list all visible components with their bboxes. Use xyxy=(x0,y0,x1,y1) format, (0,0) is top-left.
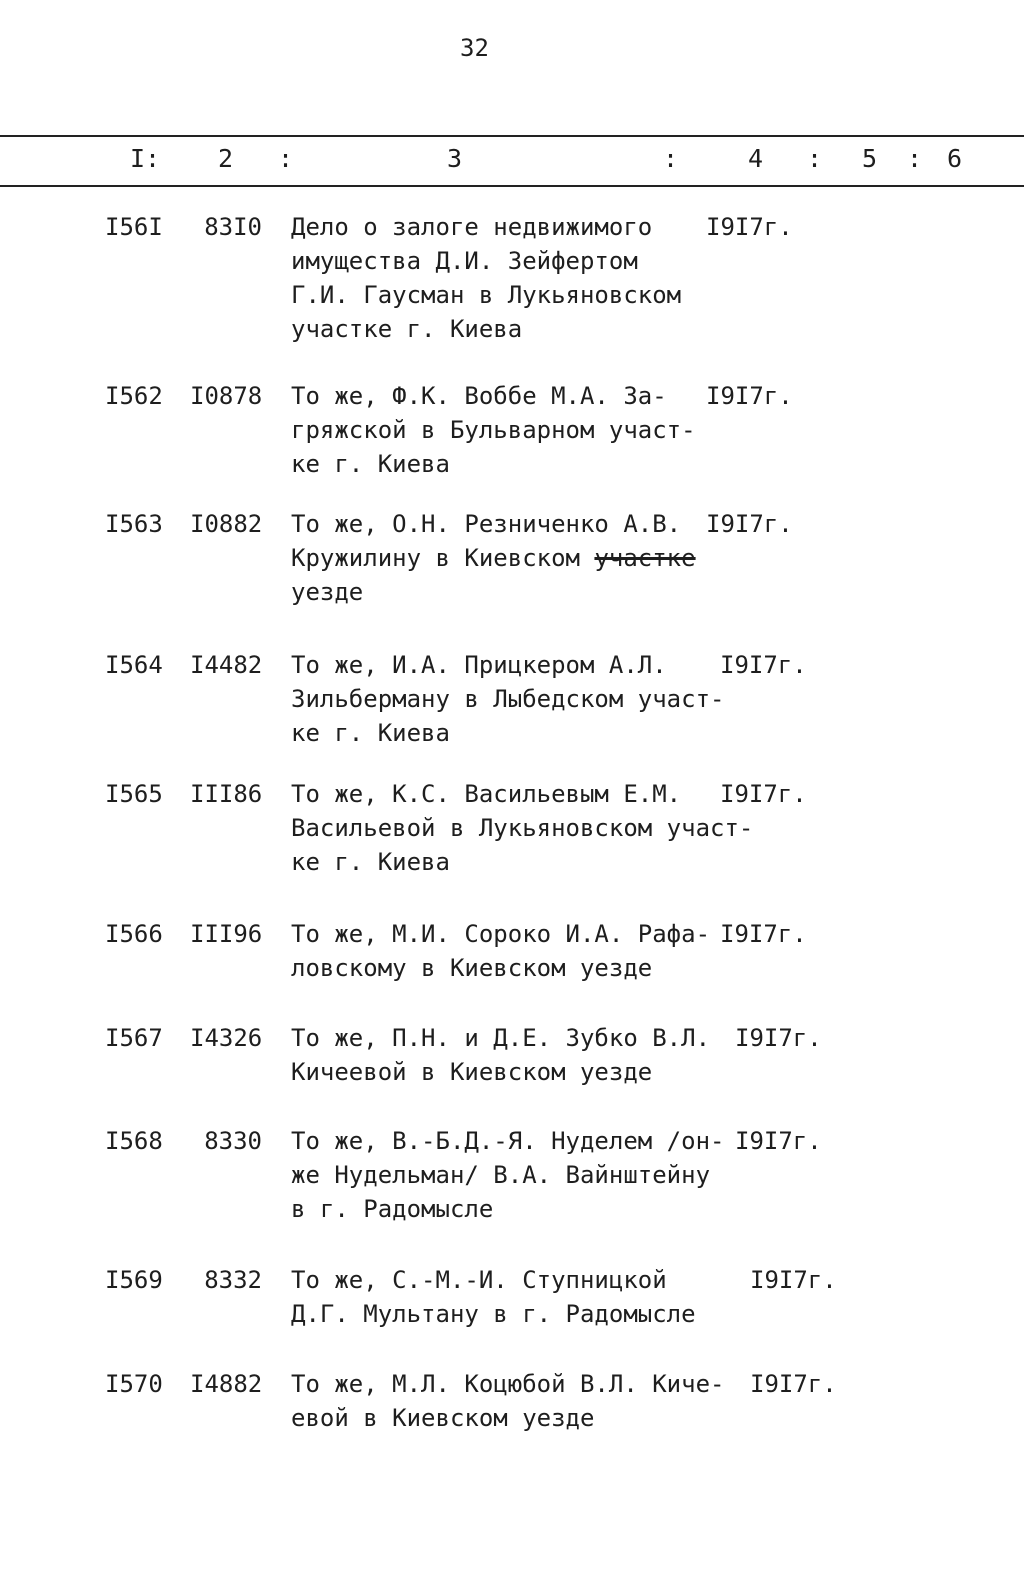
row-year: I9I7г. xyxy=(735,1024,822,1052)
description-line: имущества Д.И. Зейфертом xyxy=(291,247,638,275)
header-sep-4: : xyxy=(907,144,923,173)
header-sep-1: : xyxy=(278,144,294,173)
header-col-2: 2 xyxy=(218,144,234,173)
row-file-code: I4326 xyxy=(190,1024,263,1052)
description-line: То же, М.И. Сороко И.А. Рафа- xyxy=(291,920,711,948)
description-line: То же, Ф.К. Воббе М.А. За- xyxy=(291,382,667,410)
row-description xyxy=(291,917,711,985)
row-file-code: 8332 xyxy=(204,1266,262,1294)
row-number: I562 xyxy=(105,382,163,410)
row-file-code: 83I0 xyxy=(204,213,262,241)
row-number: I567 xyxy=(105,1024,163,1052)
row-file-code: III96 xyxy=(190,920,263,948)
row-file-code: 8330 xyxy=(204,1127,262,1155)
description-line: Кичеевой в Киевском уезде xyxy=(291,1058,653,1086)
description-line: участке г. Киева xyxy=(291,315,523,343)
row-year: I9I7г. xyxy=(720,651,807,679)
description-line: То же, В.-Б.Д.-Я. Нуделем /он- xyxy=(291,1127,725,1155)
row-file-code: I0878 xyxy=(190,382,263,410)
description-line xyxy=(291,541,711,575)
description-line: То же, И.А. Прицкером А.Л. xyxy=(291,651,667,679)
row-file-code: I0882 xyxy=(190,510,263,538)
description-line: Г.И. Гаусман в Лукьяновском xyxy=(291,281,682,309)
description-line: То же, М.Л. Коцюбой В.Л. Киче- xyxy=(291,1370,725,1398)
header-col-5: 5 xyxy=(862,144,878,173)
header-col-1: I: xyxy=(130,144,161,173)
row-year: I9I7г. xyxy=(720,920,807,948)
row-number: I569 xyxy=(105,1266,163,1294)
row-year: I9I7г. xyxy=(706,213,793,241)
row-description xyxy=(291,210,711,346)
description-line: Дело о залоге недвижимого xyxy=(291,213,653,241)
description-line-text: Кружилину в Киевском xyxy=(291,544,580,572)
row-description xyxy=(291,777,754,879)
row-description xyxy=(291,1263,711,1331)
description-line: ловскому в Киевском уезде xyxy=(291,954,653,982)
row-description xyxy=(291,1021,711,1089)
row-description xyxy=(291,507,711,609)
row-year: I9I7г. xyxy=(750,1370,837,1398)
description-line: Васильевой в Лукьяновском участ- xyxy=(291,814,754,842)
row-number: I563 xyxy=(105,510,163,538)
description-line: гряжской в Бульварном участ- xyxy=(291,416,696,444)
row-year: I9I7г. xyxy=(750,1266,837,1294)
description-line: евой в Киевском уезде xyxy=(291,1404,595,1432)
row-description xyxy=(291,648,725,750)
row-description xyxy=(291,1367,725,1435)
page-number: 32 xyxy=(460,34,489,62)
row-year: I9I7г. xyxy=(720,780,807,808)
row-description xyxy=(291,379,711,481)
row-number: I568 xyxy=(105,1127,163,1155)
table-header-bottom-rule xyxy=(0,185,1024,187)
description-line: Зильберману в Лыбедском участ- xyxy=(291,685,725,713)
description-line: ке г. Киева xyxy=(291,848,450,876)
description-line: То же, П.Н. и Д.Е. Зубко В.Л. xyxy=(291,1024,711,1052)
row-number: I56I xyxy=(105,213,163,241)
table-header-top-rule xyxy=(0,135,1024,137)
description-line: же Нудельман/ В.А. Вайнштейну xyxy=(291,1161,711,1189)
row-description xyxy=(291,1124,725,1226)
row-year: I9I7г. xyxy=(735,1127,822,1155)
header-col-3: 3 xyxy=(447,144,463,173)
header-col-6: 6 xyxy=(947,144,963,173)
description-line: в г. Радомысле xyxy=(291,1195,494,1223)
row-number: I565 xyxy=(105,780,163,808)
header-sep-3: : xyxy=(807,144,823,173)
row-year: I9I7г. xyxy=(706,510,793,538)
description-line: То же, С.-М.-И. Ступницкой xyxy=(291,1266,667,1294)
row-year: I9I7г. xyxy=(706,382,793,410)
row-file-code: I4482 xyxy=(190,651,263,679)
row-file-code: III86 xyxy=(190,780,263,808)
description-line: Д.Г. Мультану в г. Радомысле xyxy=(291,1300,696,1328)
description-line: уезде xyxy=(291,578,364,606)
description-line: ке г. Киева xyxy=(291,450,450,478)
row-file-code: I4882 xyxy=(190,1370,263,1398)
row-number: I564 xyxy=(105,651,163,679)
row-number: I566 xyxy=(105,920,163,948)
header-col-4: 4 xyxy=(748,144,764,173)
row-number: I570 xyxy=(105,1370,163,1398)
description-line: ке г. Киева xyxy=(291,719,450,747)
struck-out-word: участке xyxy=(594,544,696,572)
description-line: То же, О.Н. Резниченко А.В. xyxy=(291,510,682,538)
header-sep-2: : xyxy=(663,144,679,173)
description-line: То же, К.С. Васильевым Е.М. xyxy=(291,780,682,808)
